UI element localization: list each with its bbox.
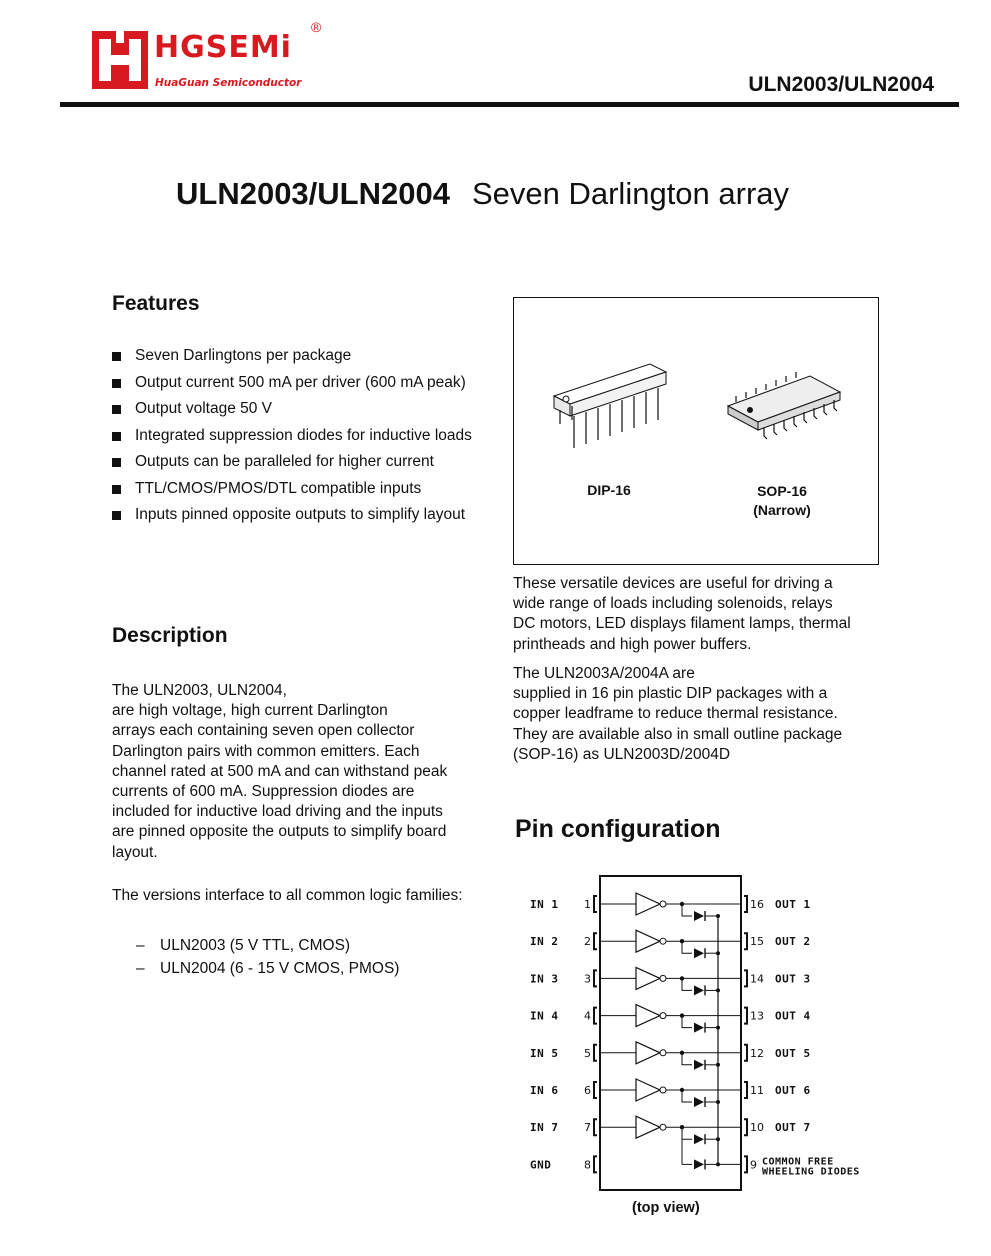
pin-number: 5 (584, 1046, 591, 1060)
pin-number: 9 (750, 1158, 757, 1172)
buffer-icon (636, 1079, 660, 1101)
list-item: – ULN2003 (5 V TTL, CMOS) (136, 937, 351, 954)
versions-list (136, 934, 399, 980)
description-text: The ULN2003, ULN2004, are high voltage, high current Darlington arrays each containing seven open collector Darlington pairs with common emitters. Each channel rated at 500 mA and can withstand peak currents of 600 mA. Suppression diodes are included for inductive load driving and the inputs are pinned opposite the outputs to simplify board layout. (112, 682, 448, 861)
bullet-icon (112, 405, 121, 414)
ic-body (600, 876, 741, 1190)
pin-lead (744, 1119, 747, 1135)
junction-dot (716, 951, 720, 955)
pin-number: 13 (750, 1009, 764, 1023)
diode-icon (694, 948, 704, 958)
list-item: TTL/CMOS/PMOS/DTL compatible inputs (112, 479, 472, 499)
diode-wire (682, 1016, 692, 1028)
pin-number: 10 (750, 1121, 764, 1135)
pin-lead (744, 1156, 747, 1172)
versions-intro: The versions interface to all common logic families: (112, 887, 463, 904)
header-part-numbers: ULN2003/ULN2004 (748, 73, 934, 96)
pin-in-label: IN 1 (530, 898, 559, 911)
logo-mark-icon (92, 29, 150, 91)
pin-lead (594, 1156, 597, 1172)
junction-dot (716, 1026, 720, 1030)
pin-in-label: IN 3 (530, 972, 559, 986)
list-item: Outputs can be paralleled for higher current (112, 452, 472, 472)
inverter-bubble-icon (660, 1124, 666, 1130)
inverter-bubble-icon (660, 1050, 666, 1056)
pin-lead (744, 933, 747, 949)
pin-diagram-svg (520, 868, 890, 1198)
pin-out-label: OUT 5 (775, 1046, 811, 1060)
pin-number: 1 (584, 898, 591, 911)
list-item: – ULN2004 (6 - 15 V CMOS, PMOS) (136, 960, 400, 977)
pin-number: 3 (584, 972, 591, 986)
junction-dot (716, 914, 720, 918)
diode-wire (682, 1090, 692, 1102)
pin-lead (744, 1008, 747, 1024)
buffer-icon (636, 930, 660, 952)
pin-in-label: GND (530, 1158, 552, 1172)
buffer-icon (636, 1042, 660, 1064)
features-heading: Features (112, 292, 200, 315)
pin-out-label: OUT 2 (775, 935, 811, 949)
pin-number: 6 (584, 1084, 591, 1097)
list-item: Output voltage 50 V (112, 399, 472, 419)
applications-paragraph: These versatile devices are useful for driving a wide range of loads including solenoids, relays DC motors, LED displays filament lamps, thermal printheads and high power buffers. (513, 575, 851, 653)
bullet-icon (112, 432, 121, 441)
pin-number: 14 (750, 972, 764, 986)
pin-out-label: COMMON FREE (762, 1156, 834, 1168)
packaging-paragraph: The ULN2003A/2004A are supplied in 16 pin plastic DIP packages with a copper leadframe to reduce thermal resistance. They are available also in small outline package (SOP-16) as ULN2003D/2004D (513, 665, 843, 763)
pin-out-label: WHEELING DIODES (762, 1166, 860, 1178)
pin-number: 7 (584, 1121, 591, 1135)
document-title (176, 176, 789, 212)
junction-dot (716, 988, 720, 992)
pin-out-label: OUT 7 (775, 1121, 811, 1135)
dip16-package-icon (554, 364, 666, 448)
pin-in-label: IN 2 (530, 935, 559, 949)
diode-icon (694, 1023, 704, 1033)
buffer-icon (636, 1116, 660, 1138)
description-heading: Description (112, 624, 228, 647)
pin-in-label: IN 5 (530, 1046, 559, 1060)
diode-icon (694, 911, 704, 921)
pin-config-heading: Pin configuration (515, 815, 721, 843)
inverter-bubble-icon (660, 975, 666, 981)
junction-dot (716, 1100, 720, 1104)
bullet-icon (112, 379, 121, 388)
buffer-icon (636, 1005, 660, 1027)
diode-wire (682, 904, 692, 916)
junction-dot (716, 1063, 720, 1067)
diode-icon (694, 1159, 704, 1169)
diode-wire (682, 978, 692, 990)
pin-lead (594, 1119, 597, 1135)
inverter-bubble-icon (660, 901, 666, 907)
sop16-label: SOP-16 (Narrow) (753, 483, 811, 518)
bullet-icon (112, 458, 121, 467)
pin-lead (594, 1082, 597, 1098)
diode-wire (682, 1127, 692, 1139)
inverter-bubble-icon (660, 1013, 666, 1019)
list-item: Output current 500 mA per driver (600 mA peak) (112, 373, 472, 393)
pin-out-label: OUT 1 (775, 898, 811, 911)
sop16-package-icon (728, 372, 840, 439)
diode-wire (682, 1053, 692, 1065)
inverter-bubble-icon (660, 938, 666, 944)
pin-diagram (520, 868, 890, 1203)
pin-lead (744, 1082, 747, 1098)
bullet-icon (112, 352, 121, 361)
pin-lead (594, 1045, 597, 1061)
pin-number: 12 (750, 1046, 764, 1060)
features-list (112, 346, 472, 532)
pin-lead (594, 1008, 597, 1024)
package-figure (513, 297, 879, 565)
diode-icon (694, 1134, 704, 1144)
pin-lead (744, 896, 747, 912)
pin-lead (594, 896, 597, 912)
junction-dot (716, 1137, 720, 1141)
inverter-bubble-icon (660, 1087, 666, 1093)
pin-in-label: IN 4 (530, 1009, 559, 1023)
pin-number: 8 (584, 1158, 591, 1172)
header-divider (60, 102, 959, 107)
pin-in-label: IN 6 (530, 1084, 559, 1097)
pin-lead (744, 970, 747, 986)
title-subtitle: Seven Darlington array (471, 176, 790, 211)
pin-out-label: OUT 6 (775, 1084, 811, 1097)
pin-lead (744, 1045, 747, 1061)
pin-in-label: IN 7 (530, 1121, 559, 1135)
pin-out-label: OUT 3 (775, 972, 811, 986)
bullet-icon (112, 511, 121, 520)
top-view-note: (top view) (632, 1200, 700, 1216)
pin-lead (594, 933, 597, 949)
diode-wire (682, 941, 692, 953)
dip16-label: DIP-16 (587, 482, 631, 498)
title-part: ULN2003/ULN2004 (176, 176, 450, 211)
diode-icon (694, 1097, 704, 1107)
list-item: Seven Darlingtons per package (112, 346, 472, 366)
company-logo (92, 19, 332, 99)
bullet-icon (112, 485, 121, 494)
buffer-icon (636, 893, 660, 915)
registered-mark: ® (311, 19, 322, 35)
brand-name: HGSEMi (154, 30, 292, 65)
diode-icon (694, 1060, 704, 1070)
buffer-icon (636, 967, 660, 989)
brand-subtitle: HuaGuan Semiconductor (155, 77, 302, 89)
pin-number: 11 (750, 1084, 764, 1097)
list-item: Integrated suppression diodes for inductive loads (112, 426, 472, 446)
pin-number: 4 (584, 1009, 591, 1023)
pin-number: 2 (584, 935, 591, 949)
pin-number: 16 (750, 898, 764, 911)
pin-number: 15 (750, 935, 764, 949)
pin-out-label: OUT 4 (775, 1009, 811, 1023)
pin-lead (594, 970, 597, 986)
list-item: Inputs pinned opposite outputs to simplify layout (112, 505, 472, 525)
diode-icon (694, 985, 704, 995)
package-illustration (514, 298, 878, 564)
